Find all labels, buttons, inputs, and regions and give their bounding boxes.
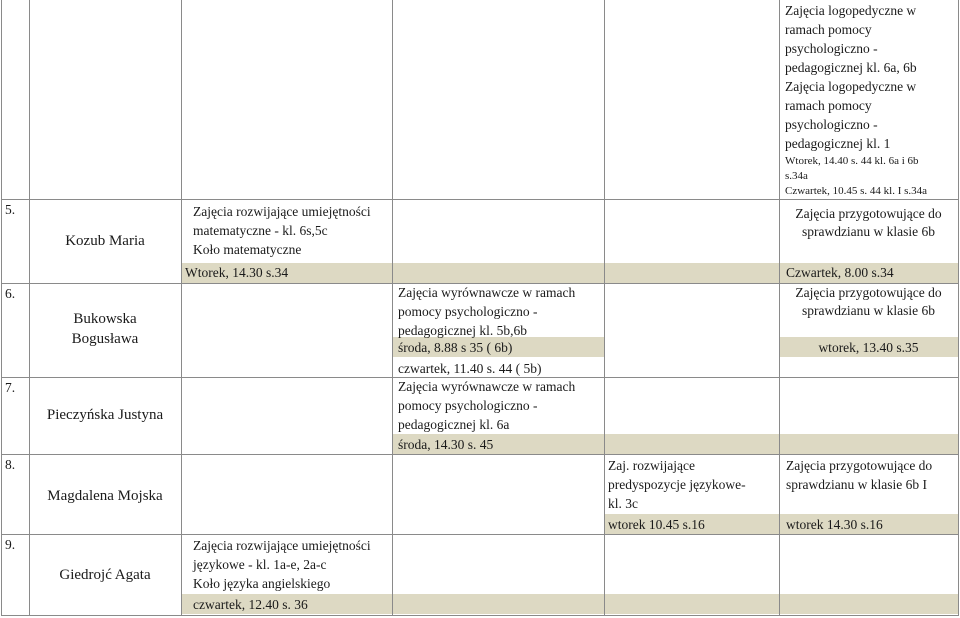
grid-line: [29, 0, 30, 616]
activity-line: pedagogicznej kl. 1: [785, 136, 891, 151]
activity-line: Zajęcia przygotowujące do: [795, 285, 942, 300]
activity-line: Zajęcia przygotowujące do: [795, 206, 942, 221]
activity-line: sprawdzianu w klasie 6b: [801, 303, 936, 318]
activity-line: pedagogicznej kl. 6a: [398, 417, 510, 432]
time-slot: Wtorek, 14.40 s. 44 kl. 6a i 6b: [785, 155, 919, 167]
time-slot: środa, 8.88 s 35 ( 6b): [398, 340, 513, 355]
time-slot: Czwartek, 8.00 s.34: [786, 265, 894, 280]
time-slot: wtorek 14.30 s.16: [786, 517, 883, 532]
activity-line: Zajęcia wyrównawcze w ramach: [398, 285, 576, 300]
activity-line: Zajęcia logopedyczne w: [785, 3, 917, 18]
time-slot: czwartek, 11.40 s. 44 ( 5b): [398, 361, 542, 376]
grid-line: [392, 0, 393, 616]
activity-line: predyspozycje językowe-: [608, 477, 746, 492]
activity-line: Koło matematyczne: [193, 242, 302, 257]
time-slot: Wtorek, 14.30 s.34: [185, 265, 289, 280]
activity-line: Zajęcia rozwijające umiejętności: [193, 204, 371, 219]
grid-line: [1, 199, 959, 200]
time-slot: czwartek, 12.40 s. 36: [193, 597, 308, 612]
activity-line: matematyczne - kl. 6s,5c: [193, 223, 328, 238]
activity-line: Zajęcia wyrównawcze w ramach: [398, 379, 576, 394]
grid-line: [958, 0, 959, 616]
activity-line: pedagogicznej kl. 5b,6b: [398, 323, 527, 338]
activity-line: ramach pomocy: [785, 98, 872, 113]
activity-line: pedagogicznej kl. 6a, 6b: [785, 60, 917, 75]
grid-line: [1, 0, 2, 616]
time-slot: Czwartek, 10.45 s. 44 kl. I s.34a: [785, 185, 928, 197]
time-slot: wtorek 10.45 s.16: [608, 517, 705, 532]
grid-line: [1, 534, 959, 535]
grid-line: [1, 454, 959, 455]
activity-line: Zajęcia przygotowujące do: [786, 458, 933, 473]
grid-line: [1, 615, 959, 616]
time-slot: s.34a: [785, 170, 808, 182]
row-number: 9.: [5, 537, 16, 552]
teacher-name: Bogusława: [71, 331, 139, 347]
activity-line: Zajęcia logopedyczne w: [785, 79, 917, 94]
activity-line: ramach pomocy: [785, 22, 872, 37]
grid-line: [181, 0, 182, 616]
activity-line: językowe - kl. 1a-e, 2a-c: [193, 557, 327, 572]
row-number: 5.: [5, 202, 16, 217]
activity-line: kl. 3c: [608, 496, 638, 511]
activity-line: Koło języka angielskiego: [193, 576, 331, 591]
time-slot: środa, 14.30 s. 45: [398, 437, 494, 452]
activity-line: sprawdzianu w klasie 6b I: [786, 477, 927, 492]
teacher-name: Bukowska: [73, 311, 137, 327]
row-number: 8.: [5, 457, 16, 472]
activity-line: pomocy psychologiczno -: [398, 304, 538, 319]
teacher-name: Pieczyńska Justyna: [46, 407, 164, 423]
teacher-name: Giedrojć Agata: [59, 567, 151, 583]
row-number: 6.: [5, 286, 16, 301]
activity-line: Zaj. rozwijające: [608, 458, 695, 473]
activity-line: sprawdzianu w klasie 6b: [801, 224, 936, 239]
activity-line: Zajęcia rozwijające umiejętności: [193, 538, 371, 553]
teacher-name: Magdalena Mojska: [47, 488, 163, 504]
time-slot: wtorek, 13.40 s.35: [818, 340, 919, 355]
activity-line: pomocy psychologiczno -: [398, 398, 538, 413]
activity-line: psychologiczno -: [785, 117, 878, 132]
grid-line: [604, 0, 605, 616]
activity-line: psychologiczno -: [785, 41, 878, 56]
teacher-name: Kozub Maria: [65, 233, 145, 249]
row-number: 7.: [5, 380, 16, 395]
